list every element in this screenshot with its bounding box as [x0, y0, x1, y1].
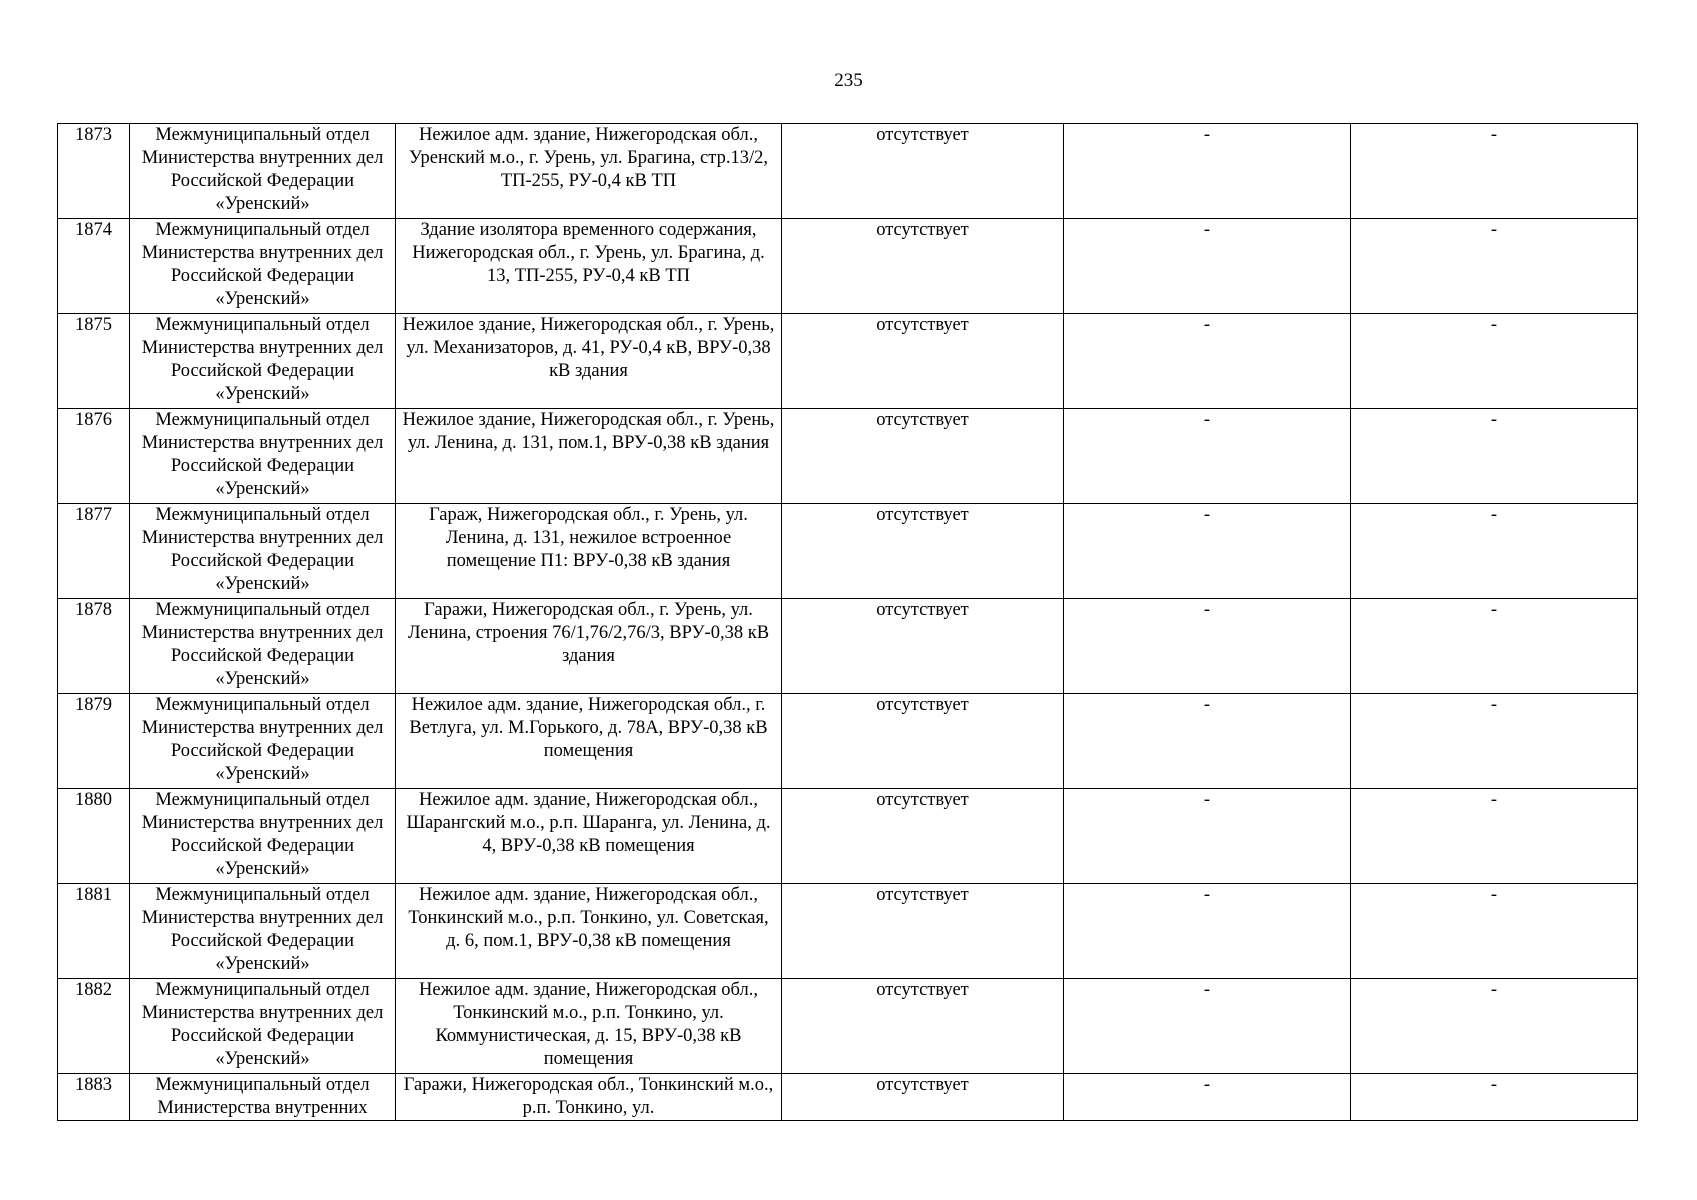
organization-cell: Межмуниципальный отдел Министерства внутренних	[130, 1074, 396, 1121]
column-6-cell: -	[1351, 789, 1638, 884]
table-row	[58, 219, 1638, 314]
organization-cell: Межмуниципальный отдел Министерства внутренних дел Российской Федерации «Уренский»	[130, 599, 396, 694]
status-cell: отсутствует	[782, 409, 1064, 504]
row-number: 1873	[58, 124, 130, 219]
object-cell: Здание изолятора временного содержания, Нижегородская обл., г. Урень, ул. Брагина, д. 13, ТП-255, РУ-0,4 кВ ТП	[396, 219, 782, 314]
column-5-cell: -	[1064, 884, 1351, 979]
column-6-cell: -	[1351, 1074, 1638, 1121]
column-5-cell: -	[1064, 1074, 1351, 1121]
column-5-cell: -	[1064, 979, 1351, 1074]
status-cell: отсутствует	[782, 314, 1064, 409]
column-5-cell: -	[1064, 409, 1351, 504]
status-cell: отсутствует	[782, 1074, 1064, 1121]
page-number: 235	[834, 70, 863, 91]
status-cell: отсутствует	[782, 694, 1064, 789]
object-cell: Нежилое адм. здание, Нижегородская обл., г. Ветлуга, ул. М.Горького, д. 78А, ВРУ-0,38 кВ помещения	[396, 694, 782, 789]
column-6-cell: -	[1351, 884, 1638, 979]
organization-cell: Межмуниципальный отдел Министерства внутренних дел Российской Федерации «Уренский»	[130, 884, 396, 979]
table-row	[58, 314, 1638, 409]
column-6-cell: -	[1351, 124, 1638, 219]
column-5-cell: -	[1064, 219, 1351, 314]
row-number: 1876	[58, 409, 130, 504]
registry-table	[57, 123, 1638, 1121]
table-row	[58, 504, 1638, 599]
organization-cell: Межмуниципальный отдел Министерства внутренних дел Российской Федерации «Уренский»	[130, 694, 396, 789]
object-cell: Нежилое здание, Нижегородская обл., г. Урень, ул. Механизаторов, д. 41, РУ-0,4 кВ, ВРУ-0,38 кВ здания	[396, 314, 782, 409]
status-cell: отсутствует	[782, 884, 1064, 979]
row-number: 1874	[58, 219, 130, 314]
status-cell: отсутствует	[782, 124, 1064, 219]
table-row	[58, 1074, 1638, 1121]
object-cell: Гаражи, Нижегородская обл., г. Урень, ул. Ленина, строения 76/1,76/2,76/3, ВРУ-0,38 кВ здания	[396, 599, 782, 694]
object-cell: Нежилое адм. здание, Нижегородская обл., Уренский м.о., г. Урень, ул. Брагина, стр.13/2, ТП-255, РУ-0,4 кВ ТП	[396, 124, 782, 219]
row-number: 1883	[58, 1074, 130, 1121]
row-number: 1882	[58, 979, 130, 1074]
column-5-cell: -	[1064, 314, 1351, 409]
object-cell: Нежилое адм. здание, Нижегородская обл., Тонкинский м.о., р.п. Тонкино, ул. Советская, д. 6, пом.1, ВРУ-0,38 кВ помещения	[396, 884, 782, 979]
column-6-cell: -	[1351, 314, 1638, 409]
row-number: 1875	[58, 314, 130, 409]
column-5-cell: -	[1064, 789, 1351, 884]
column-5-cell: -	[1064, 599, 1351, 694]
column-5-cell: -	[1064, 124, 1351, 219]
row-number: 1881	[58, 884, 130, 979]
column-6-cell: -	[1351, 504, 1638, 599]
column-5-cell: -	[1064, 694, 1351, 789]
column-6-cell: -	[1351, 219, 1638, 314]
row-number: 1879	[58, 694, 130, 789]
column-5-cell: -	[1064, 504, 1351, 599]
status-cell: отсутствует	[782, 504, 1064, 599]
table-row	[58, 979, 1638, 1074]
column-6-cell: -	[1351, 599, 1638, 694]
table-row	[58, 124, 1638, 219]
status-cell: отсутствует	[782, 979, 1064, 1074]
object-cell: Нежилое адм. здание, Нижегородская обл., Шарангский м.о., р.п. Шаранга, ул. Ленина, д. 4, ВРУ-0,38 кВ помещения	[396, 789, 782, 884]
object-cell: Гараж, Нижегородская обл., г. Урень, ул. Ленина, д. 131, нежилое встроенное помещение П1: ВРУ-0,38 кВ здания	[396, 504, 782, 599]
table-row	[58, 694, 1638, 789]
row-number: 1880	[58, 789, 130, 884]
organization-cell: Межмуниципальный отдел Министерства внутренних дел Российской Федерации «Уренский»	[130, 219, 396, 314]
object-cell: Нежилое здание, Нижегородская обл., г. Урень, ул. Ленина, д. 131, пом.1, ВРУ-0,38 кВ здания	[396, 409, 782, 504]
column-6-cell: -	[1351, 694, 1638, 789]
organization-cell: Межмуниципальный отдел Министерства внутренних дел Российской Федерации «Уренский»	[130, 504, 396, 599]
object-cell: Гаражи, Нижегородская обл., Тонкинский м.о., р.п. Тонкино, ул.	[396, 1074, 782, 1121]
table-row	[58, 409, 1638, 504]
status-cell: отсутствует	[782, 599, 1064, 694]
row-number: 1877	[58, 504, 130, 599]
status-cell: отсутствует	[782, 219, 1064, 314]
organization-cell: Межмуниципальный отдел Министерства внутренних дел Российской Федерации «Уренский»	[130, 789, 396, 884]
table-row	[58, 789, 1638, 884]
column-6-cell: -	[1351, 979, 1638, 1074]
row-number: 1878	[58, 599, 130, 694]
organization-cell: Межмуниципальный отдел Министерства внутренних дел Российской Федерации «Уренский»	[130, 979, 396, 1074]
organization-cell: Межмуниципальный отдел Министерства внутренних дел Российской Федерации «Уренский»	[130, 314, 396, 409]
organization-cell: Межмуниципальный отдел Министерства внутренних дел Российской Федерации «Уренский»	[130, 124, 396, 219]
table-row	[58, 884, 1638, 979]
table-row	[58, 599, 1638, 694]
organization-cell: Межмуниципальный отдел Министерства внутренних дел Российской Федерации «Уренский»	[130, 409, 396, 504]
column-6-cell: -	[1351, 409, 1638, 504]
object-cell: Нежилое адм. здание, Нижегородская обл., Тонкинский м.о., р.п. Тонкино, ул. Коммунистическая, д. 15, ВРУ-0,38 кВ помещения	[396, 979, 782, 1074]
status-cell: отсутствует	[782, 789, 1064, 884]
